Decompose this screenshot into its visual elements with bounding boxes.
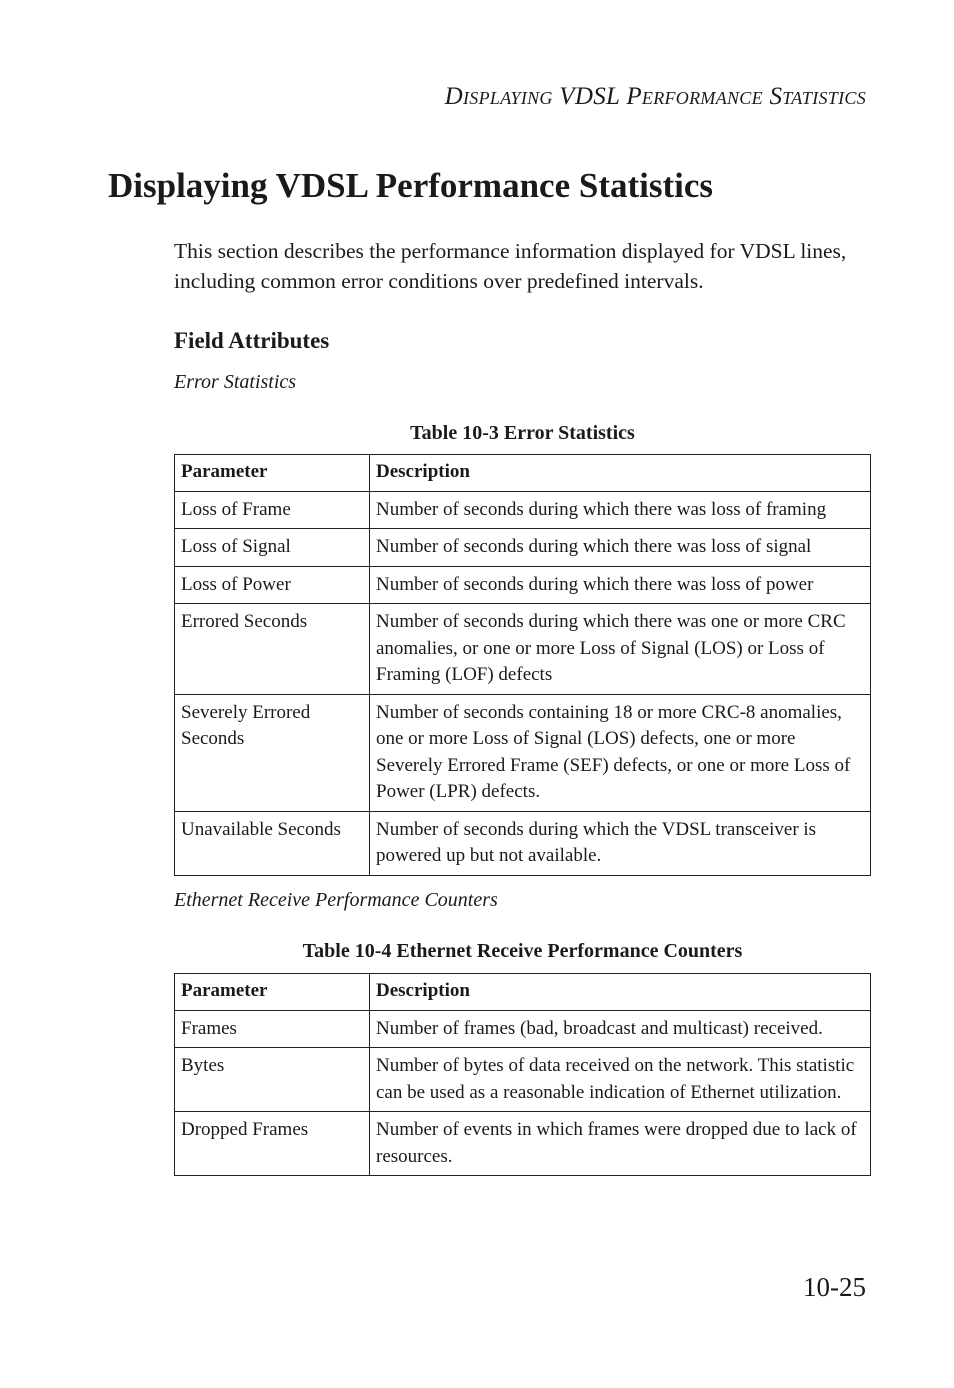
table-row [175,1010,871,1048]
page-title: Displaying VDSL Performance Statistics [108,166,714,205]
parameter-cell: Errored Seconds [175,604,370,695]
parameter-cell: Loss of Signal [175,529,370,567]
column-header-parameter: Parameter [175,974,370,1011]
page-number: 10-25 [803,1272,866,1302]
table-row [175,604,871,695]
table-header-row [175,455,871,492]
description-cell: Number of seconds containing 18 or more CRC-8 anomalies, one or more Loss of Signal (LOS) defects, one or more Severely Errored Frame (SEF) defects, or one or more Loss of Power (LPR) defects. [370,694,871,811]
table-row [175,566,871,604]
description-cell: Number of frames (bad, broadcast and multicast) received. [370,1010,871,1048]
description-cell: Number of seconds during which there was loss of framing [370,491,871,529]
section-heading: Field Attributes [174,328,330,353]
parameter-cell: Loss of Power [175,566,370,604]
description-cell: Number of seconds during which the VDSL transceiver is powered up but not available. [370,811,871,875]
parameter-cell: Frames [175,1010,370,1048]
table-row [175,491,871,529]
description-cell: Number of seconds during which there was loss of power [370,566,871,604]
parameter-cell: Loss of Frame [175,491,370,529]
table-row [175,1048,871,1112]
parameter-cell: Dropped Frames [175,1112,370,1176]
error-statistics-caption: Table 10-3 Error Statistics [410,422,635,444]
description-cell: Number of seconds during which there was one or more CRC anomalies, or one or more Loss of Signal (LOS) or Loss of Framing (LOF) defects [370,604,871,695]
description-cell: Number of seconds during which there was loss of signal [370,529,871,567]
description-cell: Number of bytes of data received on the network. This statistic can be used as a reasonable indication of Ethernet utilization. [370,1048,871,1112]
table-row [175,1112,871,1176]
description-cell: Number of events in which frames were dropped due to lack of resources. [370,1112,871,1176]
parameter-cell: Bytes [175,1048,370,1112]
table-row [175,811,871,875]
error-statistics-subheading: Error Statistics [174,371,297,393]
ethernet-counters-table [174,973,871,1176]
table-row [175,694,871,811]
parameter-cell: Severely Errored Seconds [175,694,370,811]
parameter-cell: Unavailable Seconds [175,811,370,875]
column-header-description: Description [370,455,871,492]
intro-paragraph: This section describes the performance information displayed for VDSL lines, including common error conditions over predefined intervals. [174,239,847,293]
ethernet-counters-subheading: Ethernet Receive Performance Counters [174,889,498,911]
table-header-row [175,974,871,1011]
column-header-description: Description [370,974,871,1011]
ethernet-counters-caption: Table 10-4 Ethernet Receive Performance Counters [302,940,743,962]
running-header: Displaying VDSL Performance Statistics [444,83,866,110]
column-header-parameter: Parameter [175,455,370,492]
table-row [175,529,871,567]
error-statistics-table [174,454,871,876]
